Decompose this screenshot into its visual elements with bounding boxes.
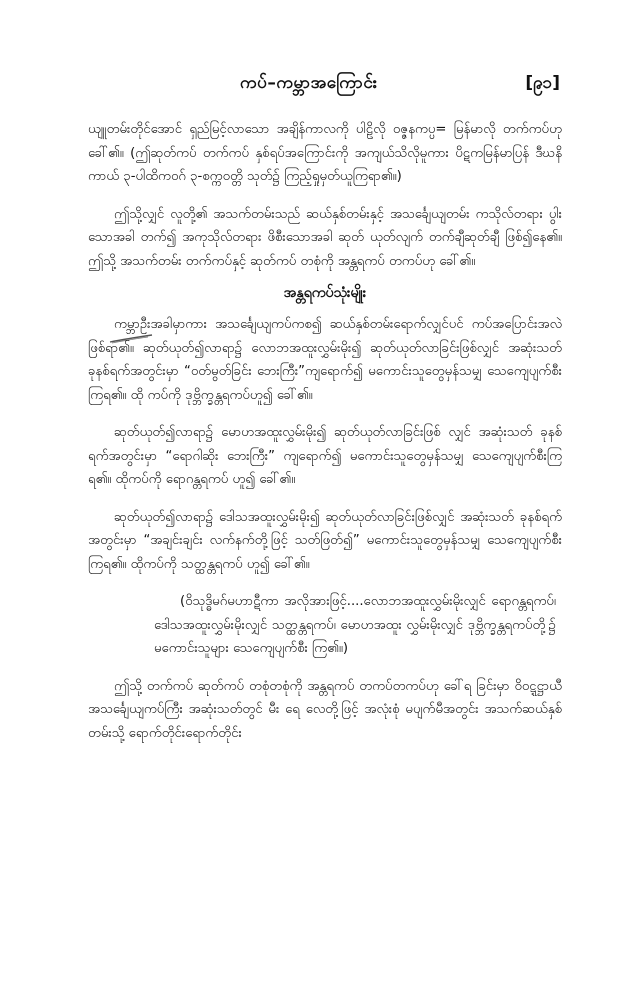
quoted-commentary: (ဝိသုဒ္ဓိမဂ်မဟာဋီကာ အလိုအားဖြင့်....လောဘအထူးလွှမ်းမိုးလျှင် ရောဂန္တရကပ်၊ ဒေါသအထူးလွှမ်းမိုးလျှင် သတ္ထန္တရကပ်၊ မောဟအထူး လွှမ်းမိုးလျှင် ဒုဗ္ဘိက္ခန္တရကပ်တို့၌ မကောင်းသူများ သေကျေပျက်စီး ကြ၏။) <box>154 594 556 656</box>
section-heading: အန္တရကပ်သုံးမျိုး <box>283 285 367 301</box>
paragraph-weapon-kappa: ဆုတ်ယုတ်၍လာရာ၌ ဒေါသအထူးလွှမ်းမိုး၍ ဆုတ်ယုတ်လာခြင်းဖြစ်လျှင် အဆုံးသတ် ခုနစ်ရက်အတွင်းမှာ “အချင်းချင်း လက်နက်တို့ဖြင့် သတ်ဖြတ်၍” မကောင်းသူတွေမှန်သမျှ သေကျေပျက်စီးကြရ၏။ ထိုကပ်ကို သတ္ထန္တရကပ် ဟူ၍ ခေါ်၏။ <box>88 509 562 572</box>
paragraph-closing: ဤသို့ တက်ကပ် ဆုတ်ကပ် တစုံတစုံကို အန္တရကပ် တကပ်တကပ်ဟု ခေါ်ရ ခြင်းမှာ ဝိဝဋ္ဋဋ္ဌာယီ အသင်္ချေယျကပ်ကြီး အဆုံးသတ်တွင် မီး ရေ လေတို့ဖြင့် အလုံးစုံ မပျက်မီအတွင်း အသက်ဆယ်နှစ်တမ်းသို့ ရောက်တိုင်းရောက်တိုင်း <box>88 678 562 741</box>
page-number: [၉၁] <box>525 73 560 93</box>
paragraph-lifespan-cycle: ဤသို့လျှင် လူတို့၏ အသက်တမ်းသည် ဆယ်နှစ်တမ်းနှင့် အသင်္ချေယျတမ်း ကသိုလ်တရား ပွါးသောအခါ တက်၍ အကုသိုလ်တရား ဖိစီးသောအခါ ဆုတ် ယုတ်လျက် တက်ချီဆုတ်ချီ ဖြစ်၍နေ၏။ ဤသို့ အသက်တမ်း တက်ကပ်နှင့် ဆုတ်ကပ် တစုံကို အန္တရကပ် တကပ်ဟု ခေါ်၏။ <box>88 206 562 269</box>
page-body <box>88 118 562 745</box>
paragraph-disease-kappa: ဆုတ်ယုတ်၍လာရာ၌ မောဟအထူးလွှမ်းမိုး၍ ဆုတ်ယုတ်လာခြင်းဖြစ် လျှင် အဆုံးသတ် ခုနစ်ရက်အတွင်းမှာ “ရောဂါဆိုး ဘေးကြီး” ကျရောက်၍ မကောင်းသူတွေမှန်သမျှ သေကျေပျက်စီးကြရ၏။ ထိုကပ်ကို ရောဂန္တရကပ် ဟူ၍ ခေါ်၏။ <box>88 425 562 487</box>
paragraph-famine-kappa: ကမ္ဘာဦးအခါမှာကား အသင်္ချေယျကပ်ကစ၍ ဆယ်နှစ်တမ်းရောက်လျှင်ပင် ကပ်အပြောင်းအလဲဖြစ်ရာ၏။ ဆုတ်ယုတ်၍လာရာ၌ လောဘအထူးလွှမ်းမိုး၍ ဆုတ်ယုတ်လာခြင်းဖြစ်လျှင် အဆုံးသတ် ခုနစ်ရက်အတွင်းမှာ “ဝတ်မွတ်ခြင်း ဘေးကြီး”ကျရောက်၍ မကောင်းသူတွေမှန်သမျှ သေကျေပျက်စီးကြရ၏။ ထို ကပ်ကို ဒုဗ္ဘိက္ခန္တရကပ်ဟူ၍ ခေါ်၏။ <box>88 317 562 403</box>
running-title: ကပ်–ကမ္ဘာအကြောင်း <box>240 73 378 93</box>
paragraph-continuation: ယျူတမ်းတိုင်အောင် ရှည်မြင့်လာသော အချိန်ကာလကို ပါဠိလို ဝဇ္ဇနကပ္ပ= မြန်မာလို တက်ကပ်ဟု ခေါ်၏။ (ဤဆုတ်ကပ် တက်ကပ် နှစ်ရပ်အကြောင်းကို အကျယ်သိလိုမူကား ပိဋကမြန်မာပြန် ဒီဃနိကာယ် ၃-ပါထိကဝဂ် ၃-စက္ကဝတ္တိ သုတ်၌ ကြည့်ရှုမှတ်ယူကြရာ၏။) <box>88 122 562 184</box>
page-header <box>90 72 560 102</box>
